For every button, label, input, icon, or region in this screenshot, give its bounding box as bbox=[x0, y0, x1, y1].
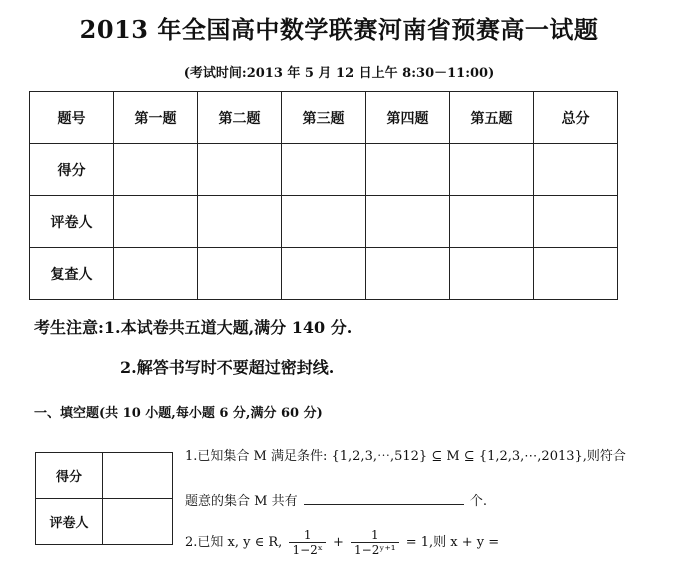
header-cell: 第五题 bbox=[450, 92, 534, 144]
score-cell[interactable] bbox=[366, 144, 450, 196]
header-cell: 总分 bbox=[534, 92, 618, 144]
fraction-1 bbox=[289, 528, 325, 557]
section-score-table bbox=[35, 452, 173, 545]
row-label: 评卷人 bbox=[36, 499, 103, 545]
reviewer-cell[interactable] bbox=[198, 248, 282, 300]
header-cell: 第二题 bbox=[198, 92, 282, 144]
score-cell[interactable] bbox=[114, 144, 198, 196]
grader-cell[interactable] bbox=[450, 196, 534, 248]
section-score-row bbox=[36, 453, 173, 499]
question-1-prompt: 题意的集合 M 共有 bbox=[185, 494, 298, 509]
grader-cell[interactable] bbox=[114, 196, 198, 248]
exam-note-2: 2.解答书写时不要超过密封线. bbox=[120, 358, 335, 377]
section-score-cell[interactable] bbox=[103, 453, 173, 499]
reviewer-cell[interactable] bbox=[114, 248, 198, 300]
score-row bbox=[30, 144, 618, 196]
answer-blank[interactable] bbox=[304, 490, 464, 505]
row-label: 评卷人 bbox=[30, 196, 114, 248]
score-cell[interactable] bbox=[450, 144, 534, 196]
fraction-2 bbox=[351, 528, 399, 557]
score-table bbox=[29, 91, 618, 300]
grader-cell[interactable] bbox=[534, 196, 618, 248]
header-cell: 第三题 bbox=[282, 92, 366, 144]
header-cell: 第四题 bbox=[366, 92, 450, 144]
question-2-suffix: = 1,则 x + y = bbox=[405, 535, 500, 550]
exam-note-1: 考生注意:1.本试卷共五道大题,满分 140 分. bbox=[34, 318, 353, 337]
reviewer-cell[interactable] bbox=[450, 248, 534, 300]
row-label: 得分 bbox=[36, 453, 103, 499]
header-cell: 题号 bbox=[30, 92, 114, 144]
page-title: 2013 年全国高中数学联赛河南省预赛高一试题 bbox=[79, 15, 599, 44]
grader-cell[interactable] bbox=[198, 196, 282, 248]
fraction-2-denominator: 1−2ʸ⁺¹ bbox=[354, 543, 396, 557]
question-1-text: 1.已知集合 M 满足条件: {1,2,3,⋯,512} ⊆ M ⊆ {1,2,3,⋯,2013},则符合 bbox=[185, 449, 626, 464]
question-2-prefix: 2.已知 x, y ∈ R, bbox=[185, 535, 283, 550]
plus-sign: + bbox=[333, 535, 344, 550]
question-1-unit: 个. bbox=[469, 494, 487, 509]
row-label: 复查人 bbox=[30, 248, 114, 300]
question-2-text bbox=[185, 528, 499, 557]
fraction-1-numerator: 1 bbox=[289, 528, 325, 543]
reviewer-cell[interactable] bbox=[282, 248, 366, 300]
score-table-header-row bbox=[30, 92, 618, 144]
reviewer-cell[interactable] bbox=[366, 248, 450, 300]
grader-row bbox=[30, 196, 618, 248]
section-grader-row bbox=[36, 499, 173, 545]
section-grader-cell[interactable] bbox=[103, 499, 173, 545]
grader-cell[interactable] bbox=[282, 196, 366, 248]
reviewer-cell[interactable] bbox=[534, 248, 618, 300]
reviewer-row bbox=[30, 248, 618, 300]
grader-cell[interactable] bbox=[366, 196, 450, 248]
section-heading: 一、填空题(共 10 小题,每小题 6 分,满分 60 分) bbox=[34, 406, 323, 421]
score-cell[interactable] bbox=[198, 144, 282, 196]
score-cell[interactable] bbox=[534, 144, 618, 196]
exam-time: (考试时间:2013 年 5 月 12 日上午 8:30－11:00) bbox=[183, 66, 495, 81]
score-cell[interactable] bbox=[282, 144, 366, 196]
header-cell: 第一题 bbox=[114, 92, 198, 144]
fraction-2-numerator: 1 bbox=[351, 528, 399, 543]
row-label: 得分 bbox=[30, 144, 114, 196]
fraction-1-denominator: 1−2ˣ bbox=[292, 543, 323, 557]
question-1-answer-line bbox=[185, 490, 487, 509]
